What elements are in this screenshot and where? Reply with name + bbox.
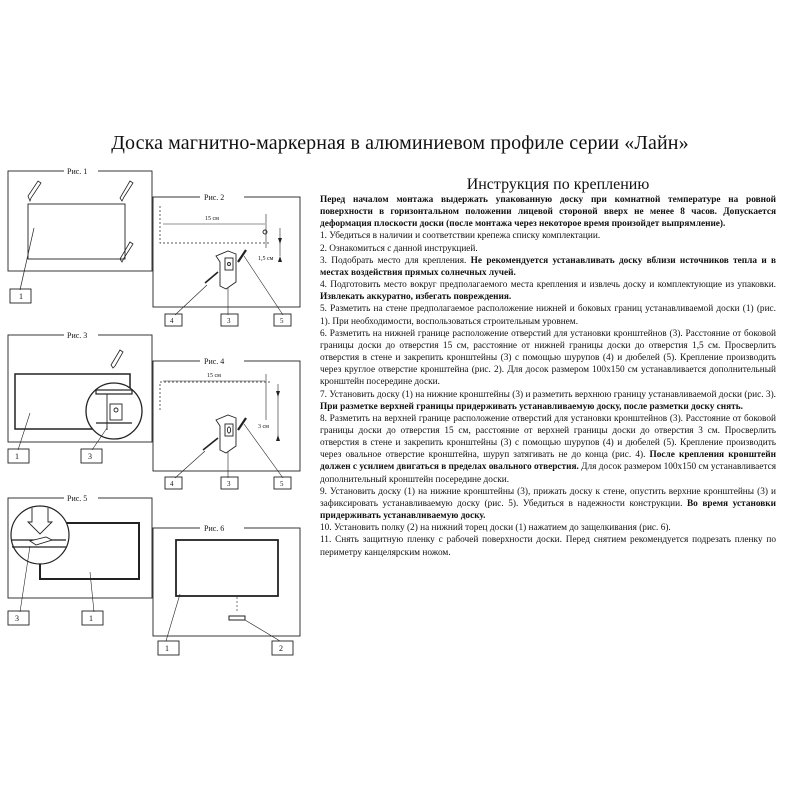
step-1: 1. Убедиться в наличии и соответствии крепежа списку комплектации. [320,231,601,242]
step-text: Для досок размером 100х150 см устанавливается дополнительный кронштейн посередине доски. [320,462,776,485]
step-text: 4. Подготовить место вокруг предполагаемого места крепления и извлечь доску и комплектующие из упаковки. [320,280,776,291]
figure-1 [8,165,152,303]
figure-4 [153,355,300,489]
callout-number: 4 [170,317,174,325]
figure-1-frame [8,171,152,271]
callout-number: 3 [227,480,231,488]
callout-number: 3 [88,452,92,461]
figure-2 [153,191,300,326]
board-outline-dashed [160,206,270,243]
callout-number: 1 [165,644,169,653]
step-11: 11. Снять защитную пленку с рабочей поверхности доски. Перед снятием рекомендуется подрезать пленку по периметру канцелярским ножом. [320,535,776,558]
drill-point [263,230,267,234]
intro-bold: Перед началом монтажа выдержать упакованную доску при комнатной температуре на ровной поверхности в горизонтальном положении лицевой стороной вверх не менее 8 часов. Допускается деформация плоскости доски (после монтажа через некоторое время произойдет выпрямление). [320,195,776,230]
step-text: 7. Установить доску (1) на нижние кронштейны (3) и разметить верхнюю границу устанавливаемой доски (рис. 3). [320,389,776,400]
figure-2-label: Рис. 2 [204,193,225,202]
figure-6-label: Рис. 6 [204,524,225,533]
step-4 [320,279,776,303]
dimension-label: 1,5 см [258,256,274,262]
figure-1-label: Рис. 1 [67,167,88,176]
step-warning: Во время установки придерживать устанавливаемую доску. [320,498,776,522]
pencil-icon [28,181,41,201]
instruction-heading: Инструкция по креплению [466,176,650,193]
whiteboard-outline [28,204,125,259]
callout-number: 2 [279,644,283,653]
figure-3 [8,329,152,463]
pencil-icon [120,181,133,201]
dowel-icon [238,250,246,262]
screw-icon [205,272,218,283]
step-warning: Извлекать аккуратно, избегать повреждения. [320,292,512,303]
pencil-icon [111,350,123,368]
step-2: 2. Ознакомиться с данной инструкцией. [320,243,478,254]
step-5: 5. Разметить на стене предполагаемое расположение нижней и боковых границ устанавливаемой доски (1) (рис. 1). При необходимости, воспользоваться строительным уровнем. [320,304,776,327]
figure-5 [8,492,152,625]
step-3 [320,255,776,279]
dowel-icon [238,418,246,430]
board-outline-dashed [160,382,270,410]
step-9 [320,486,776,522]
screw-icon [203,438,218,450]
dimension-label: 3 см [258,424,269,430]
figure-3-label: Рис. 3 [67,331,88,340]
callout-number: 4 [170,480,174,488]
callout-number: 3 [227,317,231,325]
step-warning: Не рекомендуется устанавливать доску вблизи источников тепла и в местах воздействия прямых солнечных лучей. [320,255,776,278]
callout-number: 5 [280,317,284,325]
bracket-icon [216,251,236,289]
step-8 [320,413,776,486]
figure-5-label: Рис. 5 [67,494,88,503]
callout-number: 5 [280,480,284,488]
bracket-icon [216,415,236,453]
page-title: Доска магнитно-маркерная в алюминиевом профиле серии «Лайн» [111,132,689,154]
step-6: 6. Разметить на нижней границе расположение отверстий для установки кронштейнов (3). Расстояние от боковой границы доски до отверстия 15 см, расстояние от нижней границы доски до отверстия 1,5 см. Просверлить отверстия в стене и закрепить кронштейны (3) с помощью шурупов (4) и дюбелей (5). Крепление производить через круглое отверстие кронштейна (рис. 2). Для досок размером 100х150 см устанавливается дополнительный кронштейн посередине доски. [320,328,776,388]
figure-4-label: Рис. 4 [204,357,225,366]
step-10: 10. Установить полку (2) на нижний торец доски (1) нажатием до защелкивания (рис. 6). [320,523,671,534]
dimension-label: 15 см [205,216,219,222]
step-text: 9. Установить доску (1) на нижние кронштейны (3), прижать доску к стене, опустить верхние кронштейны (3) и зафиксировать устанавливаемую доску (рис. 5). Убедиться в надежности конструкции. [320,486,776,509]
figure-6 [153,522,300,655]
step-7 [320,389,776,413]
callout-number: 1 [89,614,93,623]
callout-number: 1 [19,292,23,301]
step-warning: При разметке верхней границы придерживать устанавливаемую доску, после разметки доску снять. [320,401,743,412]
step-text: 8. Разметить на верхней границе расположение отверстий для установки кронштейнов (3). Расстояние от боковой границы доски до отверстия 15 см, расстояние от верхней границы доски до отверстия 3 см. Просверлить отверстия в стене и закрепить кронштейны (3) с помощью шурупов (4) и дюбелей (5). Крепление производить через овальное отверстие кронштейна, шуруп затягивать не до конца (рис. 4). [320,413,776,461]
shelf-icon [229,616,245,620]
step-text: 3. Подобрать место для крепления. [320,255,467,266]
dimension-label: 15 см [207,373,221,379]
instruction-text [320,194,776,559]
intro-paragraph [320,194,776,230]
step-warning: После крепления кронштейн должен с усилием двигаться в пределах овального отверстия. [320,450,776,473]
callout-number: 3 [15,614,19,623]
callout-number: 1 [15,452,19,461]
whiteboard-outline [176,540,278,596]
